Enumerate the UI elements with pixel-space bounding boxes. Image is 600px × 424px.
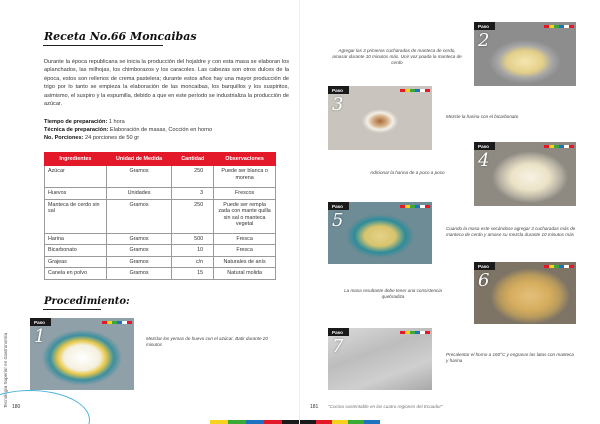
step-6-tag: Paso xyxy=(474,262,495,270)
step-5-number: 5 xyxy=(332,210,344,231)
table-cell: Gramos xyxy=(106,245,172,257)
table-cell: Puede ser rempla zada con mante quilla sin sal o manteca vegetal xyxy=(214,199,276,233)
footer-text: "Cocina sustentable en las cuatro regiones del Ecuador" xyxy=(328,404,443,409)
step-7-caption: Precalentar el horno a 160°C y engrasar las latas con manteca y harina xyxy=(446,352,574,364)
step-1-caption: Mezclar los yemas de huevo con el azúcar. Batir durante 20 minutos xyxy=(146,336,268,348)
step-2-colorbar xyxy=(544,25,574,28)
table-cell: Gramos xyxy=(106,256,172,268)
column-header: Unidad de Medida xyxy=(106,153,172,166)
portions xyxy=(44,134,289,142)
step-3-tag: Paso xyxy=(328,86,349,94)
recipe-meta xyxy=(44,118,289,143)
table-cell: Grajeas xyxy=(45,256,107,268)
step-6-photo xyxy=(474,262,576,324)
step-2-photo xyxy=(474,22,576,86)
table-row xyxy=(45,245,276,257)
step-5-tag: Paso xyxy=(328,202,349,210)
step-1-number: 1 xyxy=(34,326,46,347)
step-6-caption: La masa resultante debe tener una consistencia quebradiza xyxy=(344,288,442,300)
step-1-colorbar xyxy=(102,321,132,324)
column-header: Observaciones xyxy=(214,153,276,166)
table-cell: Bicarbonato xyxy=(45,245,107,257)
table-cell: 15 xyxy=(172,268,214,280)
step-2-tag: Paso xyxy=(474,22,495,30)
step-5-photo xyxy=(328,202,432,264)
table-cell: Puede ser blanca o morena xyxy=(214,166,276,188)
step-7-tag: Paso xyxy=(328,328,349,336)
step-7-photo xyxy=(328,328,432,390)
step-3-colorbar xyxy=(400,89,430,92)
page-number-left: 180 xyxy=(12,404,21,410)
table-cell: 500 xyxy=(172,233,214,245)
prep-time-label: Tiempo de preparación: xyxy=(44,119,108,125)
step-3-photo xyxy=(328,86,432,150)
table-cell: Natural molida xyxy=(214,268,276,280)
table-cell: Naturales de anís xyxy=(214,256,276,268)
table-cell: 250 xyxy=(172,199,214,233)
table-header-row xyxy=(45,153,276,166)
column-header: Cantidad xyxy=(172,153,214,166)
procedure-underline xyxy=(43,309,101,310)
step-4-number: 4 xyxy=(478,150,490,171)
technique xyxy=(44,126,289,134)
step-3-number: 3 xyxy=(332,94,344,115)
table-cell: Harina xyxy=(45,233,107,245)
table-row xyxy=(45,268,276,280)
table-cell: Manteca de cerdo sin sal xyxy=(45,199,107,233)
table-cell: Gramos xyxy=(106,233,172,245)
table-cell: Unidades xyxy=(106,188,172,200)
table-cell: Huevos xyxy=(45,188,107,200)
table-cell: Gramos xyxy=(106,166,172,188)
table-cell: c/n xyxy=(172,256,214,268)
intro-paragraph: Durante la época republicana se inicia la producción del hojaldre y con esta masa se elaboran los aplanchados, las milhojas, los chimborazos y los caracoles. Las cabezas son otros dulces de la época, estos son rellenos de crema pastelera; durante estos años hay una mayor producción de trigo por lo tanto se empieza la elaboración de las moncaibas, los barquillos y los suspiritos, asimismo, el suspiro y la espumilla, debido a que en este período se industrializa la producción de azúcar. xyxy=(44,59,289,108)
bottom-color-stripe-left xyxy=(210,420,300,424)
step-2-number: 2 xyxy=(478,30,490,51)
table-cell: Gramos xyxy=(106,268,172,280)
table-cell: Frescos xyxy=(214,188,276,200)
table-cell: Azúcar xyxy=(45,166,107,188)
prep-time-value: 1 hora xyxy=(108,119,125,125)
table-row xyxy=(45,256,276,268)
table-cell: Gramos xyxy=(106,199,172,233)
table-cell: 3 xyxy=(172,188,214,200)
step-7-number: 7 xyxy=(332,336,344,357)
table-cell: Canela en polvo xyxy=(45,268,107,280)
step-1-tag: Paso xyxy=(30,318,51,326)
step-6-number: 6 xyxy=(478,270,490,291)
column-header: Ingredientes xyxy=(45,153,107,166)
step-6-colorbar xyxy=(544,265,574,268)
table-cell: Fresca xyxy=(214,233,276,245)
step-4-caption: Adicionar la harina de a poco a poco xyxy=(370,170,445,175)
table-row xyxy=(45,233,276,245)
technique-value: Elaboración de masas, Cocción en horno xyxy=(109,127,213,134)
side-label: Tecnología Superior en Gastronomía xyxy=(3,332,8,408)
table-cell: 250 xyxy=(172,166,214,188)
ingredients-table xyxy=(44,152,276,280)
technique-label: Técnica de preparación: xyxy=(44,127,109,134)
portions-label: No. Porciones: xyxy=(44,135,84,142)
portions-value: 24 porciones de 50 gr xyxy=(85,135,140,142)
page-number-right: 181 xyxy=(310,404,319,410)
right-page xyxy=(300,0,600,424)
table-row xyxy=(45,188,276,200)
step-4-photo xyxy=(474,142,576,206)
step-5-colorbar xyxy=(400,205,430,208)
step-7-colorbar xyxy=(400,331,430,334)
table-cell: Fresca xyxy=(214,245,276,257)
bottom-color-stripe-right xyxy=(300,420,380,424)
table-row xyxy=(45,166,276,188)
step-5-caption: Cuando la masa este secándose agregar 3 cucharadas más de manteca de cerdo y amase su mezcla durante 10 minutos más xyxy=(446,226,576,238)
prep-time xyxy=(44,118,289,126)
table-row xyxy=(45,199,276,233)
step-4-colorbar xyxy=(544,145,574,148)
procedure-title: Procedimiento: xyxy=(44,296,130,307)
title-underline xyxy=(43,45,163,46)
step-1-photo xyxy=(30,318,134,390)
step-3-caption: Mezcle la harina con el bicarbonato xyxy=(446,114,519,119)
step-4-tag: Paso xyxy=(474,142,495,150)
recipe-title: Receta No.66 Moncaibas xyxy=(44,30,197,43)
step-2-caption: Agregar las 3 primeras cucharadas de manteca de cerdo, amasar durante 10 minutos más. Unir voz poada la manteca de cerdo xyxy=(332,48,462,66)
table-cell: 10 xyxy=(172,245,214,257)
